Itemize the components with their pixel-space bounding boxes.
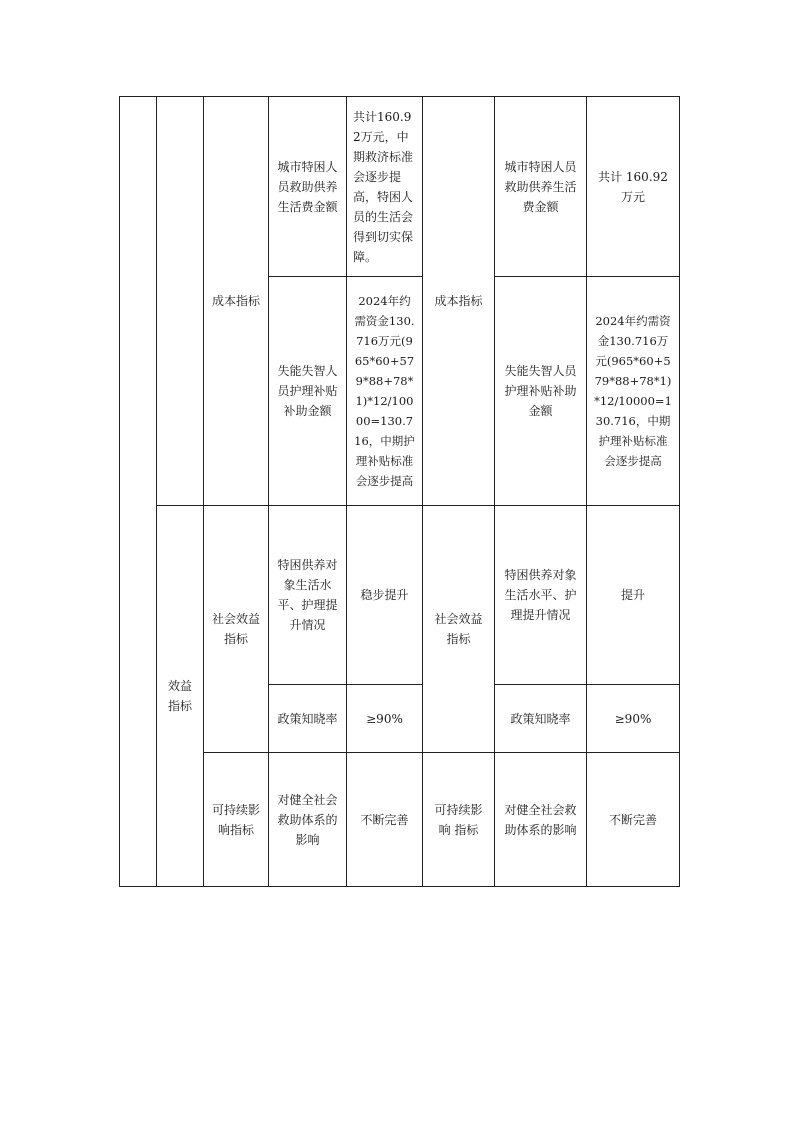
care-subsidy-name-right: 失能失智人员护理补贴补助金额: [495, 277, 587, 506]
sustainable-impact-label-left: 可持续影响指标: [204, 753, 269, 887]
relief-system-value-right: 不断完善: [587, 753, 680, 887]
cost-indicator-label-left: 成本指标: [204, 97, 269, 506]
awareness-value-left: ≥90%: [347, 685, 423, 753]
sustainable-impact-label-right: 可持续影响 指标: [423, 753, 495, 887]
living-level-name-left: 特困供养对象生活水平、护理提升情况: [269, 506, 347, 685]
social-benefit-label-right: 社会效益指标: [423, 506, 495, 753]
second-level-cell: [157, 97, 204, 506]
outer-first-level-cell: [120, 97, 157, 887]
care-subsidy-value-left: 2024年约需资金130.716万元(965*60+579*88+78*1)*12/10000=130.716，中期护理补贴标准会逐步提高: [347, 277, 423, 506]
cost-indicator-label-right: 成本指标: [423, 97, 495, 506]
awareness-name-left: 政策知晓率: [269, 685, 347, 753]
benefit-indicator-label: 效益指标: [157, 506, 204, 887]
living-level-value-left: 稳步提升: [347, 506, 423, 685]
care-subsidy-name-left: 失能失智人员护理补贴补助金额: [269, 277, 347, 506]
living-level-value-right: 提升: [587, 506, 680, 685]
awareness-name-right: 政策知晓率: [495, 685, 587, 753]
living-fee-value-right: 共计 160.92 万元: [587, 97, 680, 277]
relief-system-value-left: 不断完善: [347, 753, 423, 887]
living-level-name-right: 特困供养对象生活水平、护理提升情况: [495, 506, 587, 685]
relief-system-name-left: 对健全社会救助体系的影响: [269, 753, 347, 887]
table-row: [120, 97, 680, 277]
table-row: [120, 753, 680, 887]
awareness-value-right: ≥90%: [587, 685, 680, 753]
care-subsidy-value-right: 2024年约需资金130.716万元(965*60+579*88+78*1)*12/10000=130.716，中期护理补贴标准会逐步提高: [587, 277, 680, 506]
table-row: [120, 506, 680, 685]
living-fee-name-left: 城市特困人员救助供养生活费金额: [269, 97, 347, 277]
social-benefit-label-left: 社会效益指标: [204, 506, 269, 753]
relief-system-name-right: 对健全社会救助体系的影响: [495, 753, 587, 887]
living-fee-name-right: 城市特困人员救助供养生活费金额: [495, 97, 587, 277]
living-fee-value-left: 共计160.92万元，中期救济标准会逐步提高，特困人员的生活会得到切实保障。: [347, 97, 423, 277]
performance-indicator-table: [119, 96, 680, 887]
